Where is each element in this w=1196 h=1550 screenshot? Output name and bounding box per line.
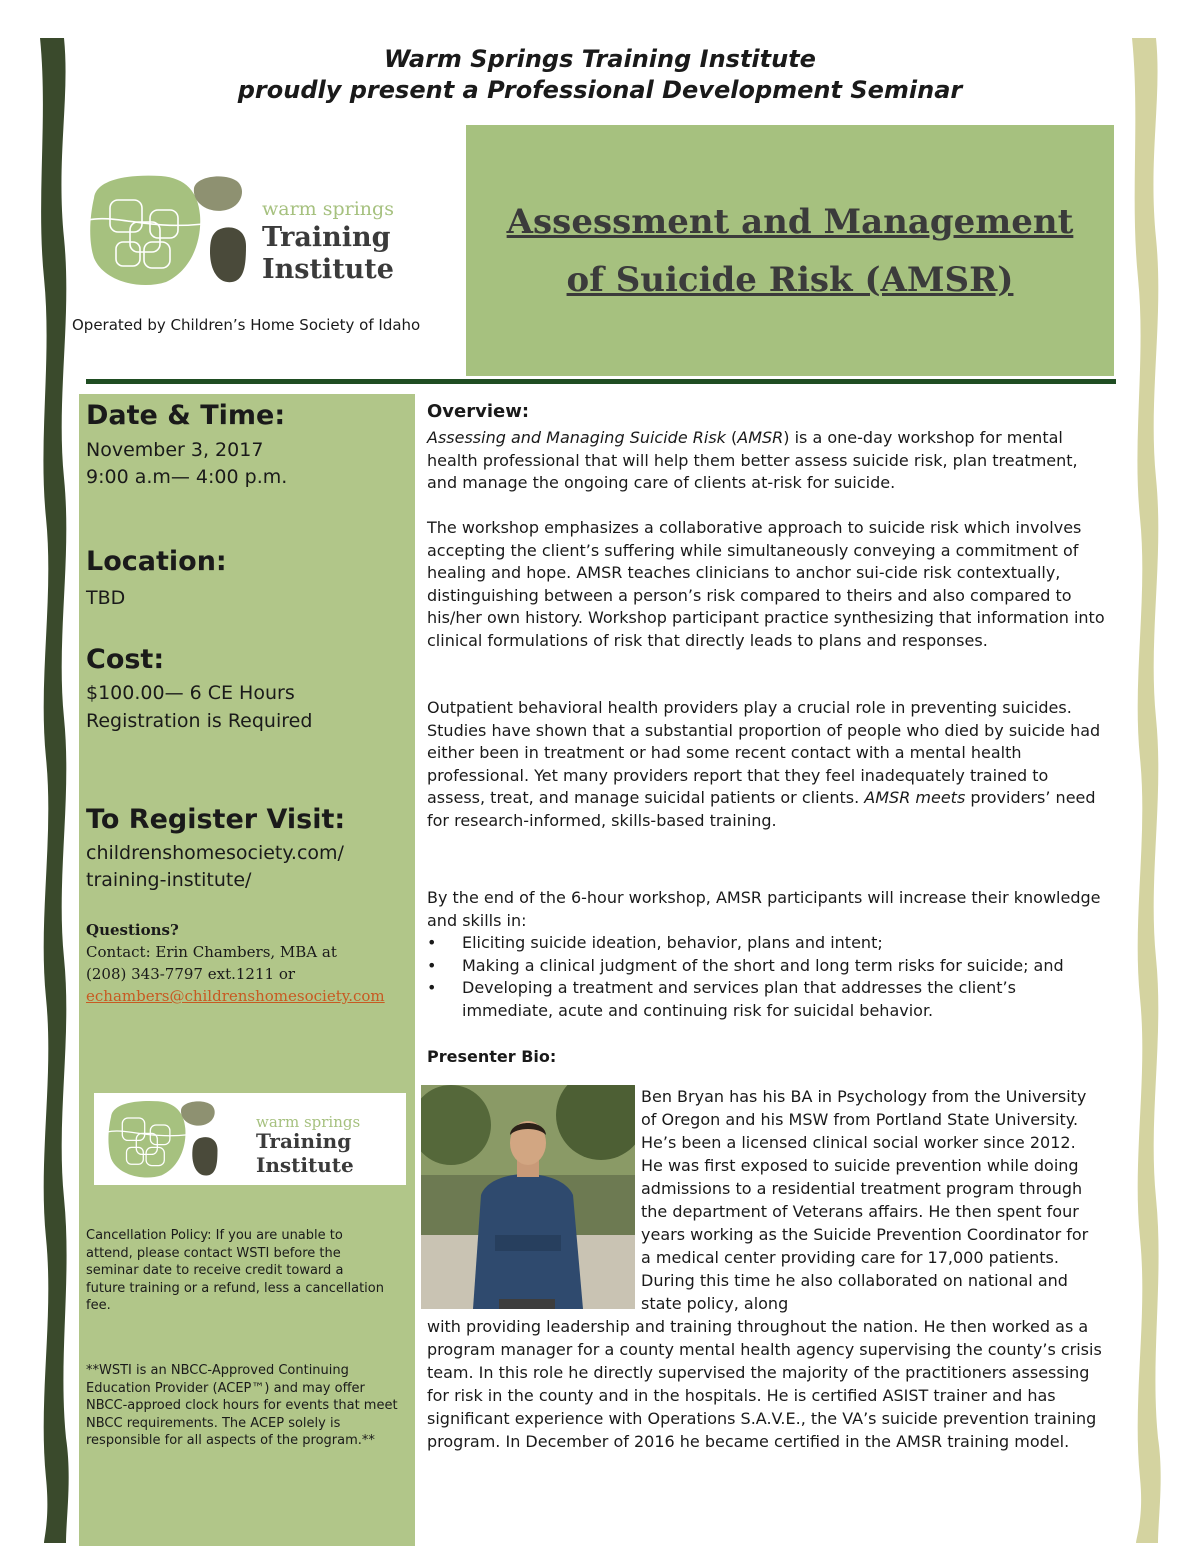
contact-line-1: Contact: Erin Chambers, MBA at: [86, 943, 337, 961]
location-heading: Location:: [86, 546, 227, 577]
logo-small-text-warm-springs: warm springs: [256, 1113, 361, 1131]
left-decorative-stripe: [34, 38, 72, 1543]
presenter-photo: [421, 1085, 635, 1309]
logo-small-text-institute: Institute: [256, 1153, 354, 1177]
event-cost: $100.00— 6 CE Hours: [86, 682, 295, 704]
event-date: November 3, 2017: [86, 439, 264, 461]
cancellation-policy: Cancellation Policy: If you are unable to attend, please contact WSTI before the seminar date to receive credit toward a future training or a refund, less a cancellation fee.: [86, 1228, 384, 1313]
overview-paragraph-1: [427, 427, 1107, 495]
workshop-abbrev: AMSR: [737, 428, 784, 447]
institute-logo: [86, 170, 446, 290]
logo-stones-icon: [86, 170, 256, 290]
logo-text-institute: Institute: [262, 254, 394, 285]
institute-logo-small: [94, 1093, 406, 1185]
nbcc-notice: **WSTI is an NBCC-Approved Continuing Education Provider (ACEP™) and may offer NBCC-approed clock hours for events that meet NBCC requirements. The ACEP solely is responsible for all aspects of the program.**: [86, 1363, 398, 1448]
registration-required: Registration is Required: [86, 710, 313, 732]
logo-stones-icon-small: [100, 1097, 230, 1181]
event-time: 9:00 a.m— 4:00 p.m.: [86, 466, 288, 488]
register-url-line-2[interactable]: training-institute/: [86, 869, 252, 891]
presenter-bio-part-1: Ben Bryan has his BA in Psychology from the University of Oregon and his MSW from Portland State University. He’s been a licensed clinical social worker since 2012. He was first exposed to suicide prevention while doing admissions to a residential treatment program through the department of Veterans affairs. He then spent four years working as the Suicide Prevention Coordinator for a medical center providing care for 17,000 patients. During this time he also collaborated on national and state policy, along: [641, 1087, 1089, 1313]
p1-paren: (: [725, 428, 738, 447]
overview-heading: Overview:: [427, 401, 530, 422]
contact-line-2: (208) 343-7797 ext.1211 or: [86, 965, 296, 983]
list-item: • Developing a treatment and services plan that addresses the client’s immediate, acute and continuing risk for suicidal behavior.: [427, 977, 1107, 1022]
header-divider: [86, 379, 1116, 384]
overview-paragraph-3: [427, 697, 1107, 833]
title-line-2: of Suicide Risk (AMSR): [566, 260, 1014, 300]
p1-rest: ) is a one-day workshop for mental health professional that will help them better assess suicide risk, plan treatment, and manage the ongoing care of clients at-risk for suicide.: [427, 428, 1078, 493]
page-header: [200, 44, 1000, 106]
title-line-1: Assessment and Management: [506, 202, 1074, 242]
cost-heading: Cost:: [86, 644, 165, 675]
seminar-title: [466, 193, 1114, 309]
operated-by: Operated by Children’s Home Society of Idaho: [72, 316, 421, 334]
header-line-2: proudly present a Professional Development Seminar: [237, 76, 963, 104]
p3-part-b: providers’ need for research-informed, skills-based training.: [427, 788, 1096, 830]
logo-text-warm-springs: warm springs: [262, 198, 394, 220]
register-url-line-1[interactable]: childrenshomesociety.com/: [86, 842, 344, 864]
event-location: TBD: [86, 587, 126, 609]
title-box: [466, 125, 1114, 376]
logo-small-text-training: Training: [256, 1129, 352, 1153]
p3-italic: AMSR meets: [864, 788, 966, 808]
logo-text-training: Training: [262, 222, 391, 253]
presenter-heading: Presenter Bio:: [427, 1047, 557, 1066]
questions-block: [86, 919, 385, 1007]
register-heading: To Register Visit:: [86, 804, 346, 835]
right-decorative-stripe: [1128, 38, 1164, 1543]
objectives-intro: By the end of the 6-hour workshop, AMSR participants will increase their knowledge and skills in:: [427, 888, 1101, 930]
presenter-bio-part-2: with providing leadership and training throughout the nation. He then worked as a program manager for a county mental health agency supervising the county’s crisis team. In this role he directly supervised the majority of the practitioners assessing for risk in the county and in the hospitals. He is certified ASIST trainer and has significant experience with Operations S.A.V.E., the VA’s suicide prevention training program. In December of 2016 he became certified in the AMSR training model.: [427, 1317, 1102, 1451]
list-item: • Eliciting suicide ideation, behavior, plans and intent;: [427, 932, 1107, 955]
workshop-name: Assessing and Managing Suicide Risk: [427, 428, 726, 447]
objectives-list: [427, 932, 1107, 1022]
overview-paragraph-2: The workshop emphasizes a collaborative approach to suicide risk which involves accepting the client’s suffering while simultaneously conveying a commitment of healing and hope. AMSR teaches clinicians to anchor sui-cide risk contextually, distinguishing between a person’s risk compared to theirs and also compared to his/her own history. Workshop participant practice synthesizing that information into clinical formulations of risk that directly leads to plans and responses.: [427, 518, 1105, 650]
p3-part-a: Outpatient behavioral health providers play a crucial role in preventing suicides. Studies have shown that a substantial proportion of people who died by suicide had either been in treatment or had some recent contact with a mental health professional. Yet many providers report that they feel inadequately trained to assess, treat, and manage suicidal patients or clients.: [427, 698, 1101, 808]
info-sidebar: [79, 394, 415, 1546]
questions-heading: Questions?: [86, 921, 179, 939]
list-item: • Making a clinical judgment of the short and long term risks for suicide; and: [427, 955, 1107, 978]
contact-email-link[interactable]: echambers@childrenshomesociety.com: [86, 987, 385, 1005]
header-line-1: Warm Springs Training Institute: [384, 45, 816, 73]
date-heading: Date & Time:: [86, 400, 286, 431]
